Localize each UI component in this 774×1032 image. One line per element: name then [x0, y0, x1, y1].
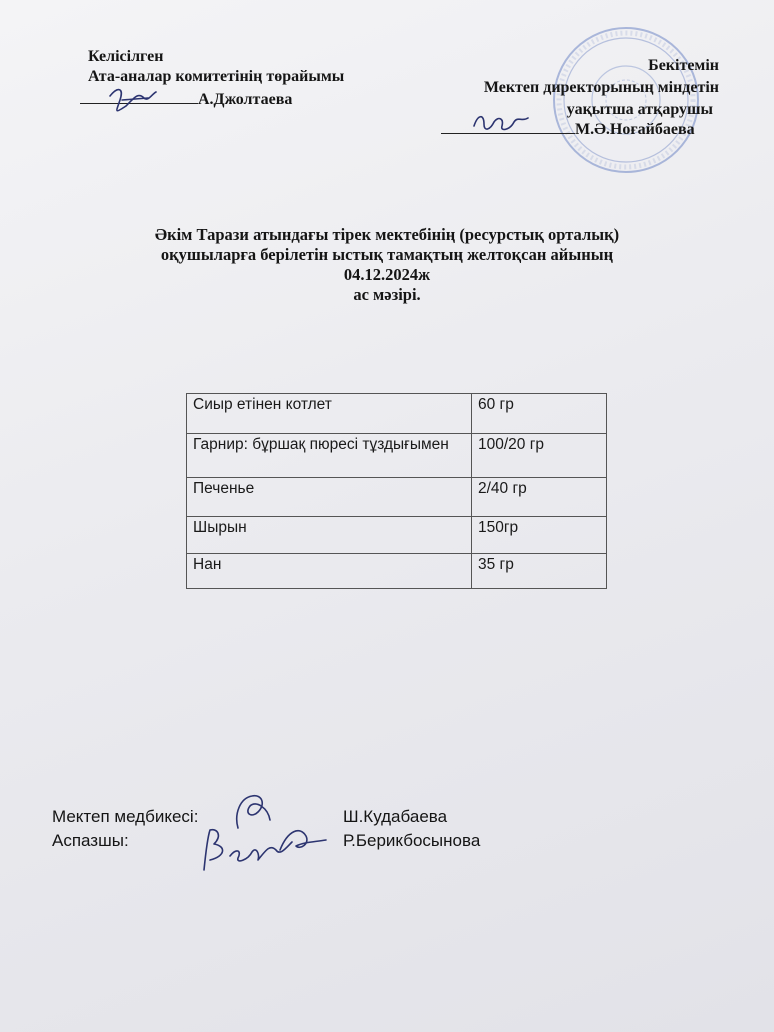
- doc-title-line2: оқушыларға берілетін ыстық тамақтың желтоқсан айының: [160, 245, 614, 264]
- director-title-2: уақытша атқарушы: [566, 101, 713, 118]
- menu-item-amount: 2/40 гр: [472, 478, 607, 517]
- doc-title-line4: ас мәзірі.: [353, 285, 421, 304]
- menu-item-name: Сиыр етінен котлет: [187, 394, 472, 434]
- menu-item-amount: 100/20 гр: [472, 434, 607, 478]
- committee-chair-title: Ата-аналар комитетінің төрайымы: [88, 68, 345, 85]
- cook-label: Аспазшы:: [52, 831, 129, 850]
- menu-item-name: Нан: [187, 554, 472, 589]
- menu-item-name: Шырын: [187, 517, 472, 554]
- menu-item-name: Печенье: [187, 478, 472, 517]
- table-row: [187, 434, 607, 478]
- menu-item-name: Гарнир: бұршақ пюресі тұздығымен: [187, 434, 472, 478]
- cook-signature: [196, 820, 330, 880]
- director-signer-name: М.Ә.Ноғайбаева: [575, 121, 695, 138]
- nurse-name: Ш.Кудабаева: [343, 807, 448, 826]
- doc-date: 04.12.2024ж: [343, 265, 431, 284]
- menu-item-amount: 60 гр: [472, 394, 607, 434]
- approve-label: Бекітемін: [648, 57, 719, 74]
- committee-signature: [104, 82, 160, 118]
- table-row: [187, 517, 607, 554]
- nurse-label: Мектеп медбикесі:: [52, 807, 199, 826]
- committee-signer-name: А.Джолтаева: [198, 91, 293, 108]
- menu-table: [186, 393, 607, 589]
- table-row: [187, 554, 607, 589]
- menu-item-amount: 35 гр: [472, 554, 607, 589]
- cook-name: Р.Берикбосынова: [343, 831, 481, 850]
- menu-item-amount: 150гр: [472, 517, 607, 554]
- table-row: [187, 478, 607, 517]
- director-signature: [470, 108, 532, 138]
- agreed-label: Келісілген: [88, 48, 164, 65]
- director-title: Мектеп директорының міндетін: [483, 79, 719, 96]
- doc-title-line1: Әкім Тарази атындағы тірек мектебінің (ресурстық орталық): [154, 225, 620, 244]
- table-row: [187, 394, 607, 434]
